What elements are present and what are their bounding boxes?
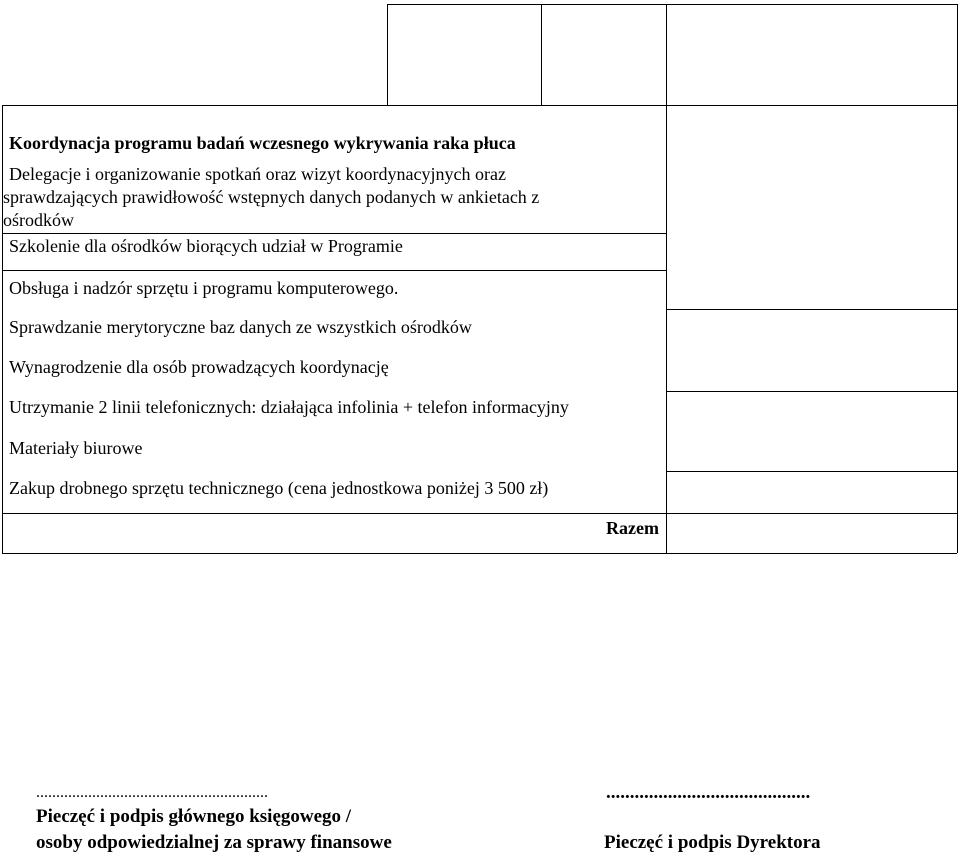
- table-border-right: [957, 4, 958, 553]
- row-text: Delegacje i organizowanie spotkań oraz wizyt koordynacyjnych oraz: [9, 164, 506, 184]
- row-line-2: [2, 270, 666, 271]
- signature-right-line-1: Pieczęć i podpis Dyrektora: [604, 832, 821, 853]
- row-text: ośrodków: [3, 210, 74, 230]
- row-line-1: [2, 233, 666, 234]
- signature-left-line-2: osoby odpowiedzialnej za sprawy finansowe: [36, 832, 392, 853]
- signature-dots: ...........................................: [606, 782, 811, 803]
- header-col-line-1: [387, 4, 388, 105]
- row-line-3: [2, 513, 957, 514]
- row-text: sprawdzających prawidłowość wstępnych danych podanych w ankietach z: [3, 187, 540, 207]
- section-title: Koordynacja programu badań wczesnego wykrywania raka płuca: [9, 133, 516, 153]
- row-line-right-3: [666, 471, 957, 472]
- row-line-right-1: [666, 309, 957, 310]
- signature-left-line-1: Pieczęć i podpis głównego księgowego /: [36, 806, 352, 827]
- row-text: Obsługa i nadzór sprzętu i programu komputerowego.: [9, 278, 399, 298]
- row-text: Utrzymanie 2 linii telefonicznych: działająca infolinia + telefon informacyjny: [9, 397, 569, 417]
- header-col-line-2: [541, 4, 542, 105]
- row-text: Szkolenie dla ośrodków biorących udział w Programie: [9, 236, 403, 256]
- total-label: Razem: [606, 518, 659, 538]
- header-bottom-line: [2, 105, 957, 106]
- row-text: Materiały biurowe: [9, 438, 143, 458]
- table-bottom-line: [2, 553, 957, 554]
- row-line-right-2: [666, 391, 957, 392]
- signature-dots: ..........................................................: [36, 784, 268, 801]
- table-border-left: [2, 105, 3, 553]
- row-text: Sprawdzanie merytoryczne baz danych ze wszystkich ośrodków: [9, 317, 472, 337]
- row-text: Zakup drobnego sprzętu technicznego (cena jednostkowa poniżej 3 500 zł): [9, 478, 549, 498]
- header-top-line: [387, 4, 957, 5]
- row-text: Wynagrodzenie dla osób prowadzących koordynację: [9, 357, 389, 377]
